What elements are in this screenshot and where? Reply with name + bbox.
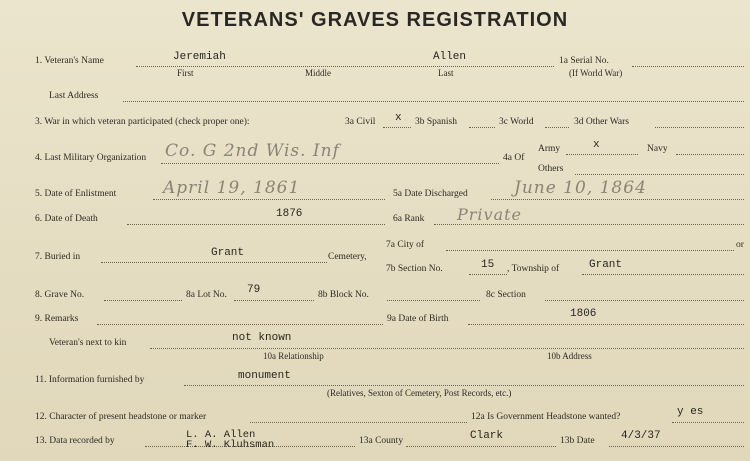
value-next-of-kin: not known (232, 332, 292, 344)
furnished-by-line (184, 385, 744, 386)
value-township: Grant (589, 259, 623, 271)
label-headstone: 12. Character of present headstone or marker (35, 412, 207, 422)
grave-no-line (104, 300, 182, 301)
value-enlistment-date: April 19, 1861 (163, 178, 301, 198)
label-others: Others (538, 164, 564, 174)
value-section-no: 15 (481, 259, 495, 271)
value-army-check: x (593, 139, 600, 151)
value-recorded-by-1: L. A. Allen (186, 429, 256, 441)
label-war-world: 3c World (499, 117, 534, 127)
label-remarks: 9. Remarks (35, 314, 79, 324)
label-war-other: 3d Other Wars (574, 117, 629, 127)
label-relationship: 10a Relationship (263, 351, 324, 361)
value-furnished-by: monument (238, 370, 291, 382)
block-no-line (387, 300, 480, 301)
label-army: Army (538, 144, 561, 154)
rank-line (434, 224, 744, 225)
label-enlistment: 5. Date of Enlistment (35, 189, 117, 199)
label-discharged: 5a Date Discharged (393, 189, 468, 199)
army-line (566, 154, 638, 155)
label-furnished-note: (Relatives, Sexton of Cemetery, Post Records, etc.) (327, 388, 512, 398)
serial-no-line (632, 66, 744, 67)
label-lot-no: 8a Lot No. (186, 290, 227, 300)
label-first: First (177, 68, 194, 78)
headstone-line (250, 422, 467, 423)
label-date: 13b Date (560, 436, 595, 446)
label-date-of-death: 6. Date of Death (35, 214, 98, 224)
label-city-of: 7a City of (386, 240, 424, 250)
label-war-civil: 3a Civil (345, 117, 376, 127)
form-title: VETERANS' GRAVES REGISTRATION (181, 9, 569, 31)
value-record-date: 4/3/37 (621, 430, 661, 442)
label-cemetery: Cemetery, (328, 252, 367, 262)
label-date-of-birth: 9a Date of Birth (387, 314, 449, 324)
section-no-line (469, 274, 507, 275)
gov-headstone-line (672, 422, 744, 423)
lot-no-line (234, 300, 314, 301)
label-gov-headstone: 12a Is Government Headstone wanted? (471, 412, 621, 422)
value-recorded-by-2: F. W. Kluhsman (186, 439, 275, 451)
label-grave-no: 8. Grave No. (35, 290, 85, 300)
birth-line (468, 324, 744, 325)
label-next-of-kin: Veteran's next to kin (49, 338, 127, 348)
value-war-civil-check: x (395, 112, 402, 124)
war-world-line (545, 127, 569, 128)
veteran-name-line (136, 66, 554, 67)
label-middle: Middle (305, 68, 331, 78)
label-or: or (736, 240, 744, 250)
value-birth-year: 1806 (570, 308, 597, 320)
discharged-line (491, 199, 744, 200)
navy-line (676, 154, 744, 155)
value-organization: Co. G 2nd Wis. Inf (165, 141, 340, 161)
enlistment-line (153, 199, 385, 200)
value-last-name: Allen (433, 51, 467, 63)
label-military-org: 4. Last Military Organization (35, 153, 147, 163)
value-rank: Private (457, 205, 523, 224)
label-block-no: 8b Block No. (318, 290, 369, 300)
label-last: Last (438, 68, 454, 78)
city-of-line (446, 250, 734, 251)
label-veteran-name: 1. Veteran's Name (35, 56, 104, 66)
value-buried-in: Grant (211, 247, 245, 259)
remarks-line (97, 324, 383, 325)
label-war: 3. War in which veteran participated (check proper one): (35, 117, 250, 127)
township-line (582, 274, 744, 275)
label-section: 8c Section (486, 290, 526, 300)
label-buried-in: 7. Buried in (35, 252, 81, 262)
next-of-kin-line (150, 348, 744, 349)
death-line (127, 224, 385, 225)
label-of: 4a Of (503, 153, 525, 163)
buried-in-line (101, 262, 327, 263)
war-spanish-line (469, 127, 495, 128)
label-section-no: 7b Section No. (386, 264, 443, 274)
record-date-line (609, 446, 744, 447)
label-address: 10b Address (547, 351, 592, 361)
war-civil-line (383, 127, 411, 128)
military-org-line (161, 163, 499, 164)
county-line (406, 446, 556, 447)
last-address-line (123, 101, 744, 102)
label-if-world-war: (If World War) (569, 68, 623, 78)
label-serial-no: 1a Serial No. (559, 56, 609, 66)
label-furnished-by: 11. Information furnished by (35, 375, 145, 385)
war-other-line (655, 127, 744, 128)
section-line (545, 300, 744, 301)
value-county: Clark (470, 430, 504, 442)
label-war-spanish: 3b Spanish (415, 117, 457, 127)
value-death-year: 1876 (276, 208, 303, 220)
label-navy: Navy (647, 144, 668, 154)
label-last-address: Last Address (49, 91, 99, 101)
label-township: , Township of (507, 264, 560, 274)
value-lot-no: 79 (247, 284, 261, 296)
value-gov-headstone: y es (677, 406, 704, 418)
others-line (575, 174, 744, 175)
value-first-name: Jeremiah (173, 51, 226, 63)
label-rank: 6a Rank (393, 214, 425, 224)
value-discharge-date: June 10, 1864 (514, 178, 647, 198)
label-recorded-by: 13. Data recorded by (35, 436, 115, 446)
label-county: 13a County (359, 436, 404, 446)
